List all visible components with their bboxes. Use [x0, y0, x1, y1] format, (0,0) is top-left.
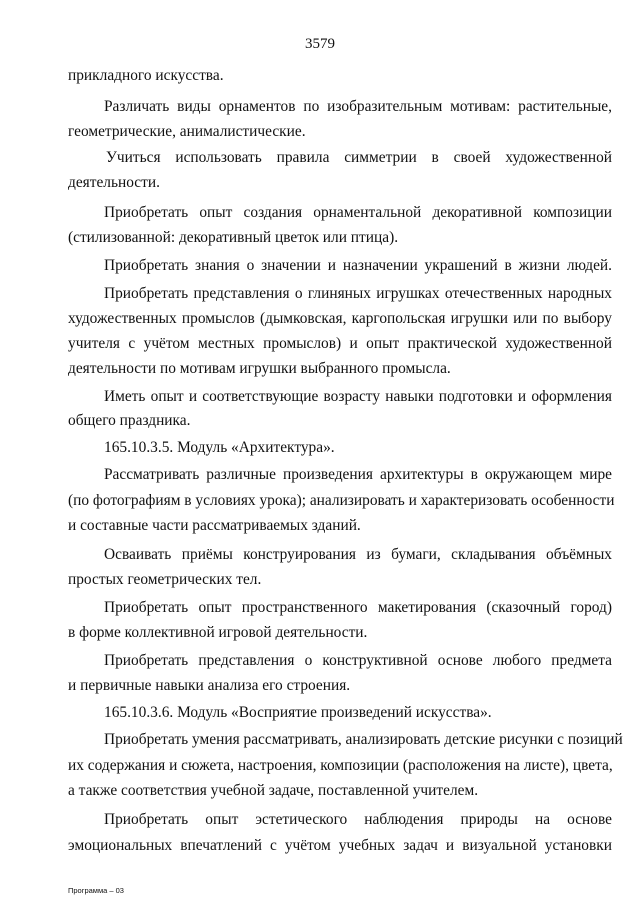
text-line: прикладного искусства.: [68, 67, 224, 84]
text-line: художественных промыслов (дымковская, каргопольская игрушки или по выбору: [68, 310, 612, 327]
text-line: а также соответствия учебной задаче, поставленной учителем.: [68, 782, 479, 799]
text-line: Приобретать представления о конструктивной основе любого предмета: [104, 652, 612, 669]
section-heading: 165.10.3.6. Модуль «Восприятие произведений искусства».: [104, 704, 492, 721]
text-line: деятельности по мотивам игрушки выбранного промысла.: [68, 360, 451, 377]
text-line: Осваивать приёмы конструирования из бумаги, складывания объёмных: [104, 546, 612, 563]
text-line: и составные части рассматриваемых зданий.: [68, 517, 361, 534]
text-line: Приобретать умения рассматривать, анализировать детские рисунки с позиций: [104, 731, 623, 748]
text-line: учителя с учётом местных промыслов) и опыт практической художественной: [68, 335, 612, 352]
text-line: общего праздника.: [68, 412, 191, 429]
text-line: простых геометрических тел.: [68, 571, 262, 588]
footer-label: Программа – 03: [68, 886, 124, 895]
text-line: Приобретать опыт создания орнаментальной декоративной композиции: [104, 204, 612, 221]
text-line: Рассматривать различные произведения архитектуры в окружающем мире: [104, 466, 612, 483]
text-line: Иметь опыт и соответствующие возрасту навыки подготовки и оформления: [104, 388, 612, 405]
text-line: Приобретать опыт пространственного макетирования (сказочный город): [104, 599, 612, 616]
text-line: геометрические, анималистические.: [68, 123, 306, 140]
text-line: их содержания и сюжета, настроения, композиции (расположения на листе), цвета,: [68, 757, 613, 774]
text-line: (по фотографиям в условиях урока); анализировать и характеризовать особенности: [68, 492, 615, 509]
text-line: Приобретать знания о значении и назначении украшений в жизни людей.: [104, 257, 612, 274]
text-line: Приобретать представления о глиняных игрушках отечественных народных: [104, 285, 612, 302]
text-line: Приобретать опыт эстетического наблюдения природы на основе: [104, 811, 612, 828]
text-line: и первичные навыки анализа его строения.: [68, 677, 351, 694]
text-line: Учиться использовать правила симметрии в своей художественной: [106, 149, 612, 166]
text-line: в форме коллективной игровой деятельности.: [68, 624, 368, 641]
text-line: эмоциональных впечатлений с учётом учебных задач и визуальной установки: [68, 837, 612, 854]
text-line: (стилизованной: декоративный цветок или птица).: [68, 229, 399, 246]
text-line: деятельности.: [68, 174, 160, 191]
section-heading: 165.10.3.5. Модуль «Архитектура».: [104, 439, 335, 456]
text-line: Различать виды орнаментов по изобразительным мотивам: растительные,: [104, 98, 612, 115]
page-number: 3579: [305, 36, 335, 52]
